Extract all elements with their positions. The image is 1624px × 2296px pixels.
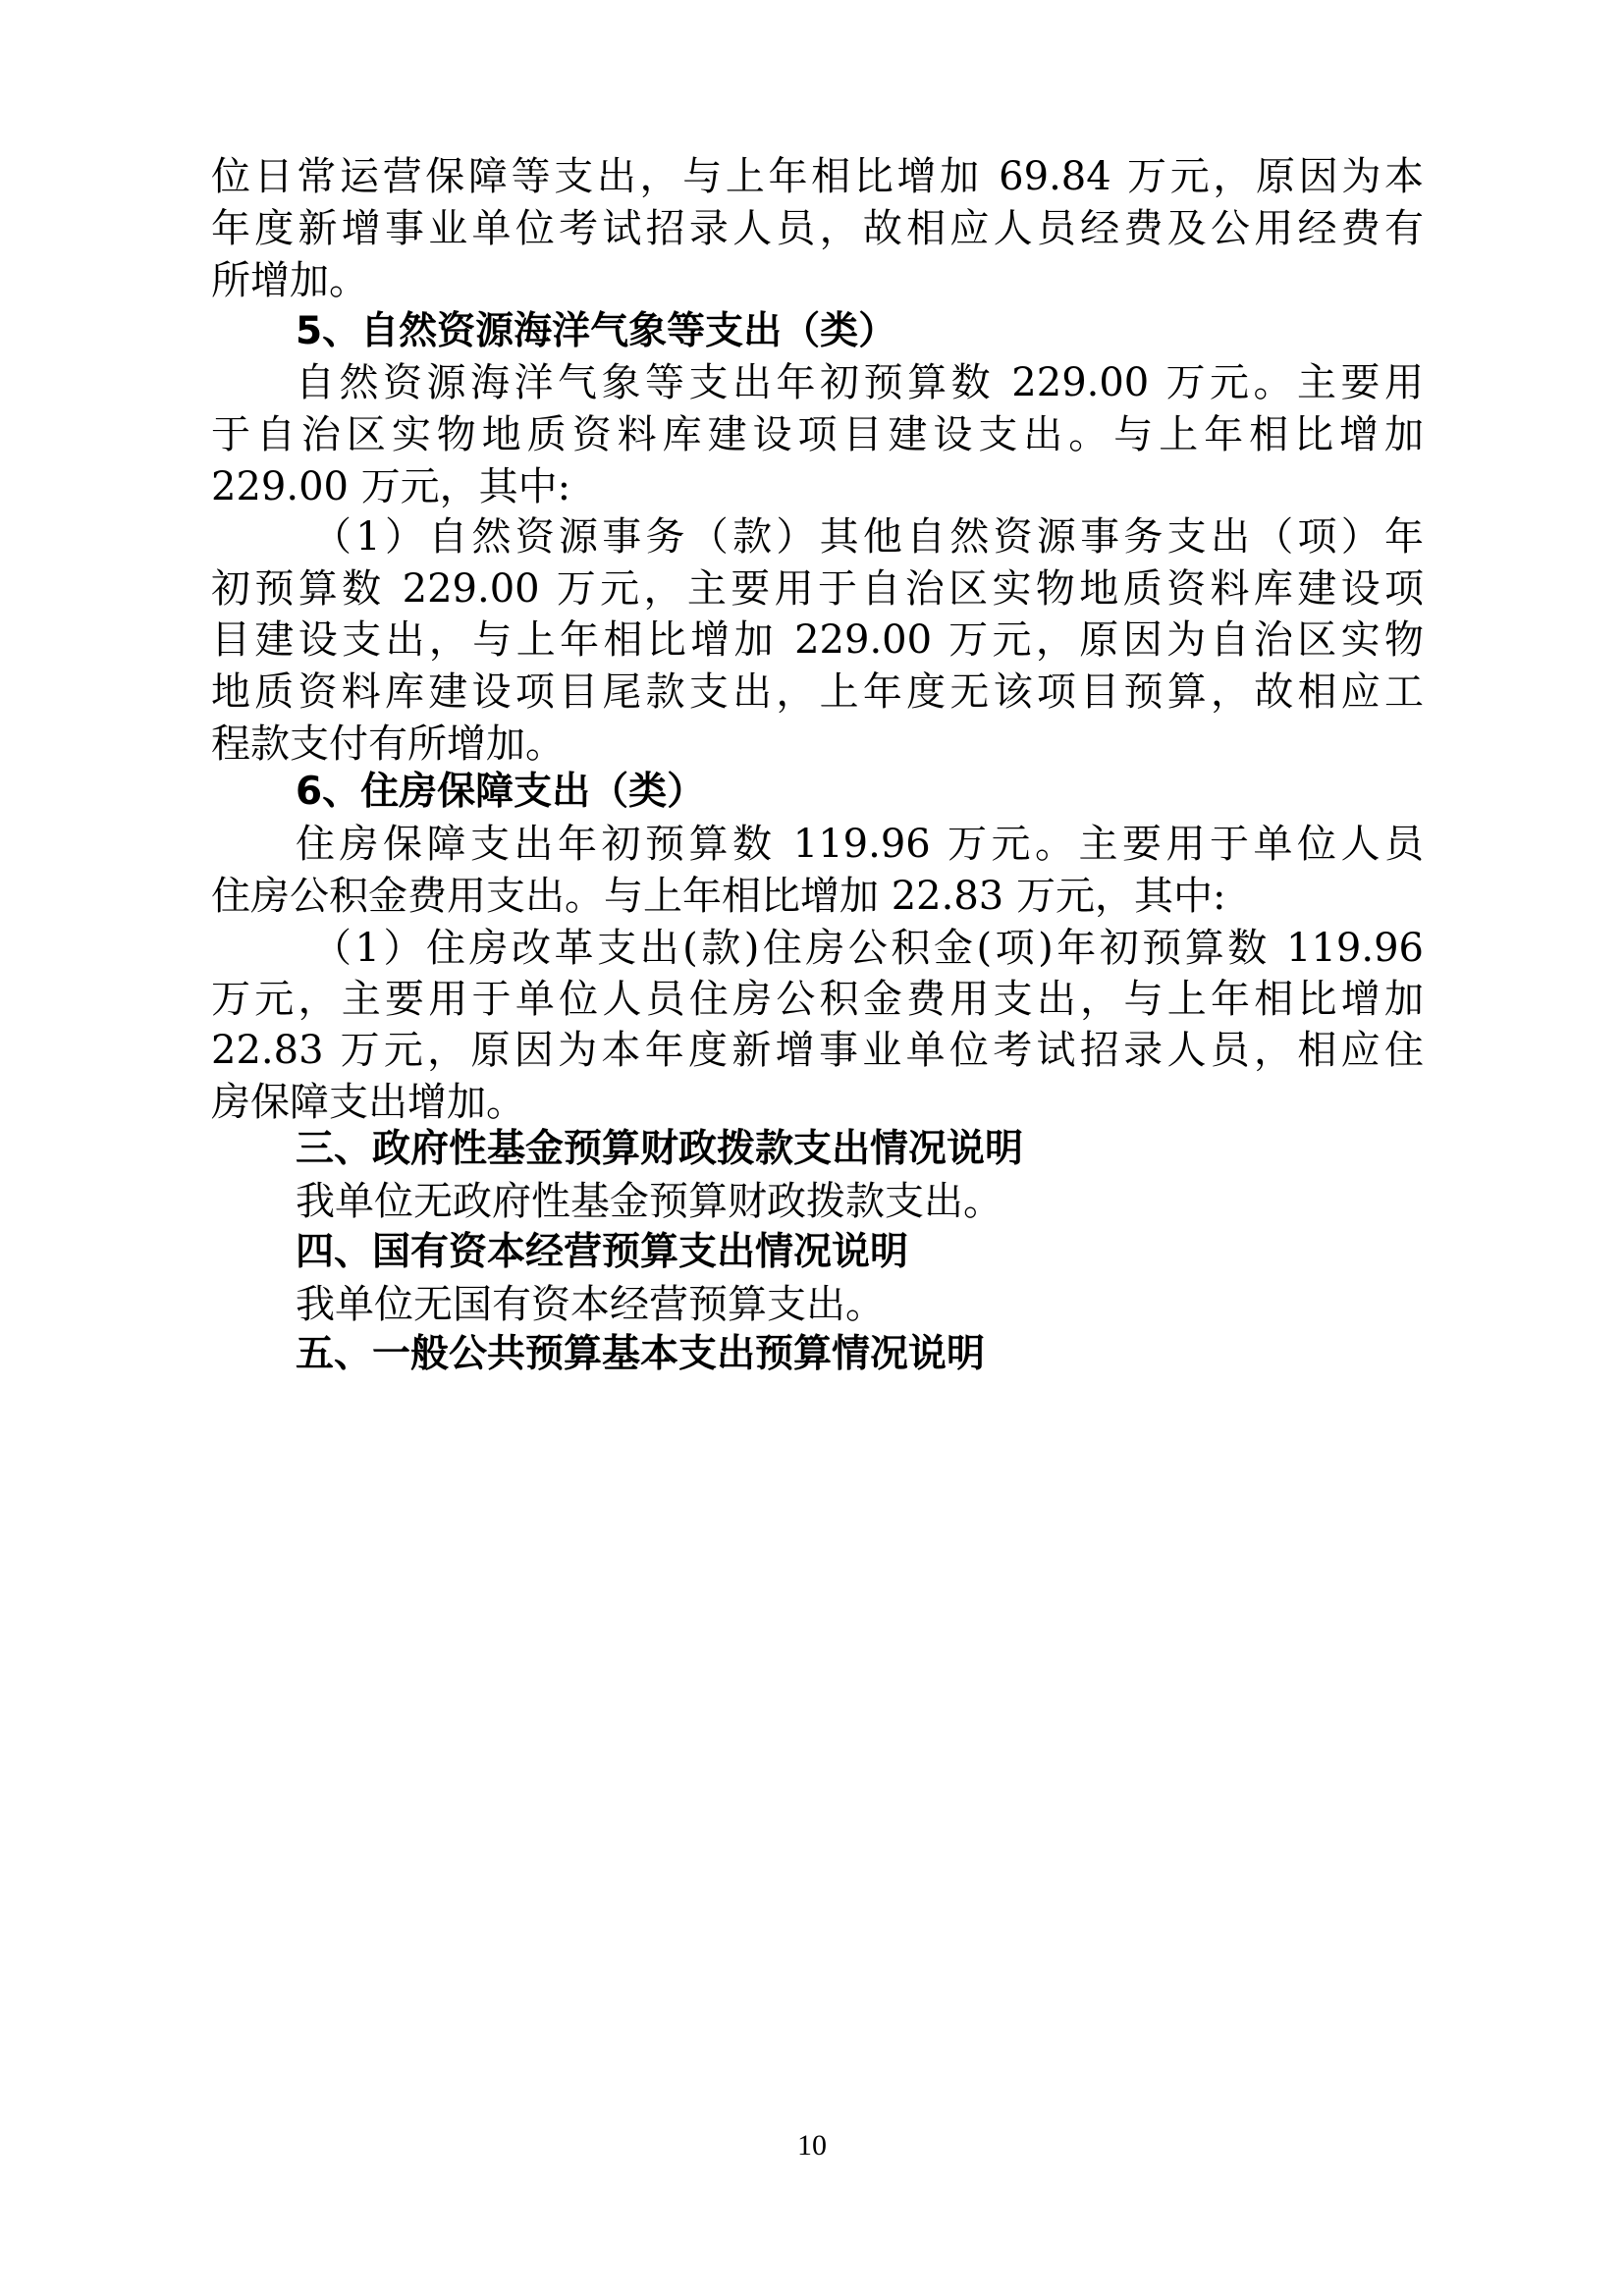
section-heading: 6、住房保障支出（类） — [296, 770, 706, 814]
body-line: 目建设支出，与上年相比增加 229.00 万元，原因为自治区实物 — [211, 617, 1424, 663]
body-line: 所增加。 — [211, 258, 368, 303]
body-line: 住房公积金费用支出。与上年相比增加 22.83 万元，其中: — [211, 874, 1226, 919]
body-line: 我单位无国有资本经营预算支出。 — [296, 1282, 885, 1327]
body-line: 我单位无政府性基金预算财政拨款支出。 — [296, 1179, 1002, 1224]
body-line: 房保障支出增加。 — [211, 1080, 525, 1125]
body-line: （1）住房改革支出(款)住房公积金(项)年初预算数 119.96 — [312, 926, 1424, 971]
section-heading: 四、国有资本经营预算支出情况说明 — [296, 1230, 909, 1274]
body-line: （1）自然资源事务（款）其他自然资源事务支出（项）年 — [312, 514, 1424, 560]
body-line: 万元，主要用于单位人员住房公积金费用支出，与上年相比增加 — [211, 977, 1424, 1022]
section-heading: 5、自然资源海洋气象等支出（类） — [296, 309, 897, 353]
section-heading: 三、政府性基金预算财政拨款支出情况说明 — [296, 1127, 1024, 1171]
body-line: 229.00 万元，其中: — [211, 464, 571, 509]
page-number: 10 — [797, 2129, 827, 2162]
body-line: 22.83 万元，原因为本年度新增事业单位考试招录人员，相应住 — [211, 1028, 1424, 1073]
section-heading: 五、一般公共预算基本支出预算情况说明 — [296, 1332, 986, 1376]
body-line: 年度新增事业单位考试招录人员，故相应人员经费及公用经费有 — [211, 206, 1424, 251]
body-line: 自然资源海洋气象等支出年初预算数 229.00 万元。主要用 — [296, 360, 1424, 405]
body-line: 程款支付有所增加。 — [211, 721, 565, 767]
body-line: 于自治区实物地质资料库建设项目建设支出。与上年相比增加 — [211, 412, 1424, 457]
body-line: 初预算数 229.00 万元，主要用于自治区实物地质资料库建设项 — [211, 566, 1424, 612]
body-line: 位日常运营保障等支出，与上年相比增加 69.84 万元，原因为本 — [211, 154, 1424, 199]
body-line: 地质资料库建设项目尾款支出，上年度无该项目预算，故相应工 — [211, 669, 1424, 715]
body-line: 住房保障支出年初预算数 119.96 万元。主要用于单位人员 — [296, 822, 1424, 867]
